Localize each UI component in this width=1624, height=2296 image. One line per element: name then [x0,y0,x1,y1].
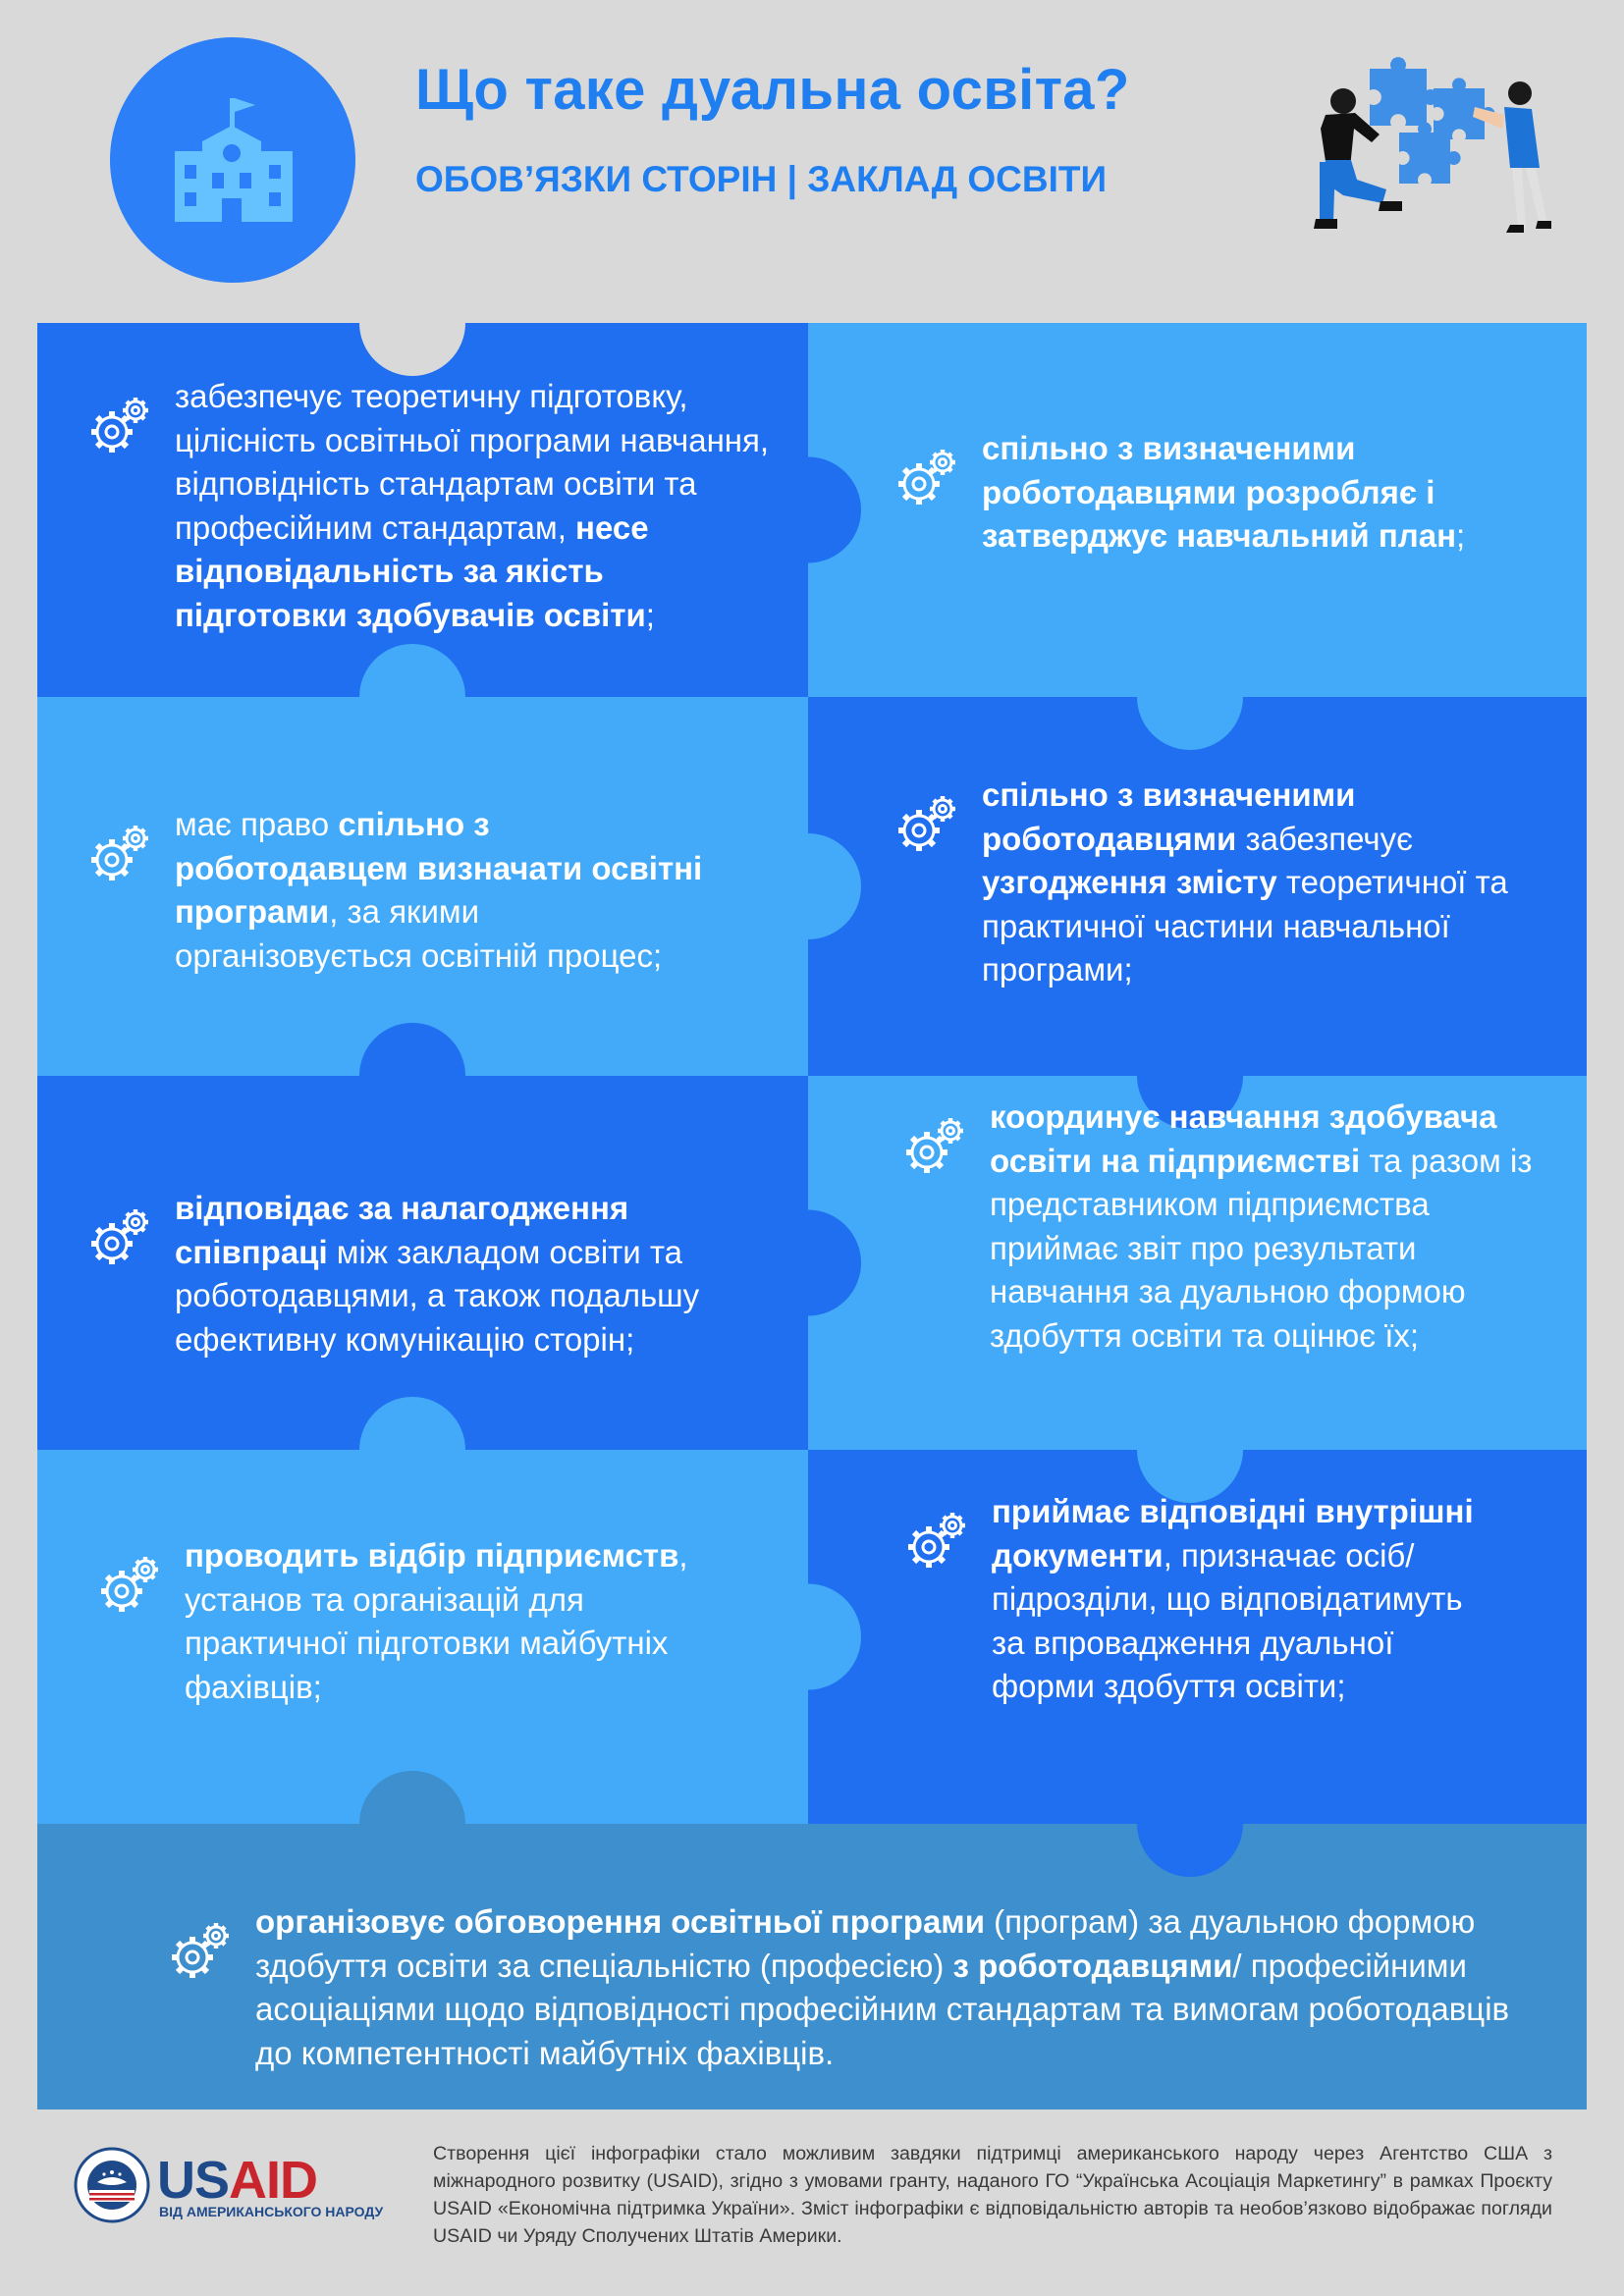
puzzle-knob-horizontal [359,1023,465,1129]
item-text-bold: спільно з визначеними роботодавцями розробляє і затверджує навчальний план [982,430,1457,554]
item-text-run: , призначає осіб/підрозділи, що відповідатимуть за впровадження дуальної форми здобуття освіти; [992,1536,1463,1704]
gears-icon [88,393,153,457]
puzzle-knob-horizontal [359,644,465,750]
gears-icon [903,1113,968,1178]
page-subtitle: ОБОВ’ЯЗКИ СТОРІН | ЗАКЛАД ОСВІТИ [415,159,1108,199]
page-title: Що таке дуальна освіта? [415,58,1130,122]
item-text-bold: проводить відбір підприємств [185,1537,679,1574]
item-text-bold: з роботодавцями [952,1947,1233,1984]
item-text-bold: несе відповідальність за якість підготовки здобувачів освіти [175,508,649,633]
puzzle-knob-vertical [755,1584,861,1690]
item-text-bold: відповідає за налагодження співпраці [175,1190,629,1270]
usaid-wordmark: USAID [157,2151,318,2210]
puzzle-knob-horizontal [1137,1397,1243,1503]
gears-icon [88,1204,153,1269]
gears-icon [895,791,960,856]
item-text-run: забезпечує [1236,820,1413,857]
item-text-bold: організовує обговорення освітньої програми [255,1903,985,1940]
item-content-alignment [982,774,1532,992]
gears-icon [88,821,153,885]
item-text-bold: спільно з роботодавцем визначати освітні програми [175,806,703,930]
item-text-bold: приймає відповідні внутрішні документи [992,1493,1474,1574]
item-text-run: ; [1456,517,1466,554]
item-text-run: / професійними асоціаціями щодо відповідності професійним стандартам та вимогам роботодавців до компетентності майбутніх фахівців. [255,1947,1510,2071]
item-cooperation [175,1187,774,1362]
puzzle-knob-horizontal [1137,1771,1243,1877]
item-text-run: , за якими організовується освітній процес; [175,893,663,974]
item-enterprise-selection [185,1534,754,1709]
puzzle-notch-top [359,270,465,376]
item-text-run: забезпечує теоретичну підготовку, цілісність освітньої програми навчання, відповідність стандартам освіти та професійним стандартам, [175,378,770,546]
item-text-bold: спільно з визначеними роботодавцями [982,776,1356,857]
item-text-bold: координує навчання здобувача освіти на підприємстві [990,1098,1497,1179]
item-curriculum-approval [982,427,1492,559]
gears-icon [905,1508,970,1573]
disclaimer-text: Створення цієї інфографіки стало можливим завдяки підтримці американського народу через Агентство США з міжнародного розвитку (USAID), згідно з умовами гранту, наданого ГО “Українська Асоціація Маркетингу” в рамках Проєкту USAID «Економічна підтримка України». Зміст інфографіки є відповідальністю авторів та необов’язково відображає погляди USAID чи Уряду Сполучених Штатів Америки. [433,2143,1552,2247]
item-text [990,1095,1559,1358]
puzzle-knob-vertical [755,833,861,939]
item-text [982,427,1492,559]
item-theoretical-training [175,375,784,637]
usaid-tagline: ВІД АМЕРИКАНСЬКОГО НАРОДУ [159,2204,384,2219]
item-text-run: теоретичної та практичної частини навчальної програми; [982,864,1508,988]
item-text [185,1534,754,1709]
item-text-run: між закладом освіти та роботодавцями, а також подальшу ефективну комунікацію сторін; [175,1233,700,1358]
item-define-programs [175,803,725,978]
gears-icon [169,1918,234,1983]
gears-icon [895,445,960,509]
item-text [982,774,1532,992]
item-text-run: має право [175,806,339,842]
item-text-run: та разом із представником підприємства приймає звіт про результати навчання за дуальною формою здобуття освіти та оцінює їх; [990,1142,1533,1354]
puzzle-knob-horizontal [1137,644,1243,750]
item-text [175,803,725,978]
puzzle-knob-horizontal [359,1771,465,1877]
item-text [175,375,784,637]
item-text-run: (програм) за дуальною формою здобуття освіти за спеціальністю (професією) [255,1903,1476,1984]
gears-icon [98,1552,163,1617]
item-text [992,1490,1502,1709]
item-text-bold: узгодження змісту [982,864,1277,900]
item-coordination [990,1095,1559,1358]
item-text-run: , установ та організацій для практичної підготовки майбутніх фахівців; [185,1537,688,1705]
item-text [175,1187,774,1362]
item-text [255,1900,1512,2075]
item-program-discussion [255,1900,1512,2075]
item-text-run: ; [645,596,655,633]
puzzle-knob-horizontal [359,1397,465,1503]
usaid-seal-icon [74,2147,150,2223]
item-internal-documents [992,1490,1502,1709]
